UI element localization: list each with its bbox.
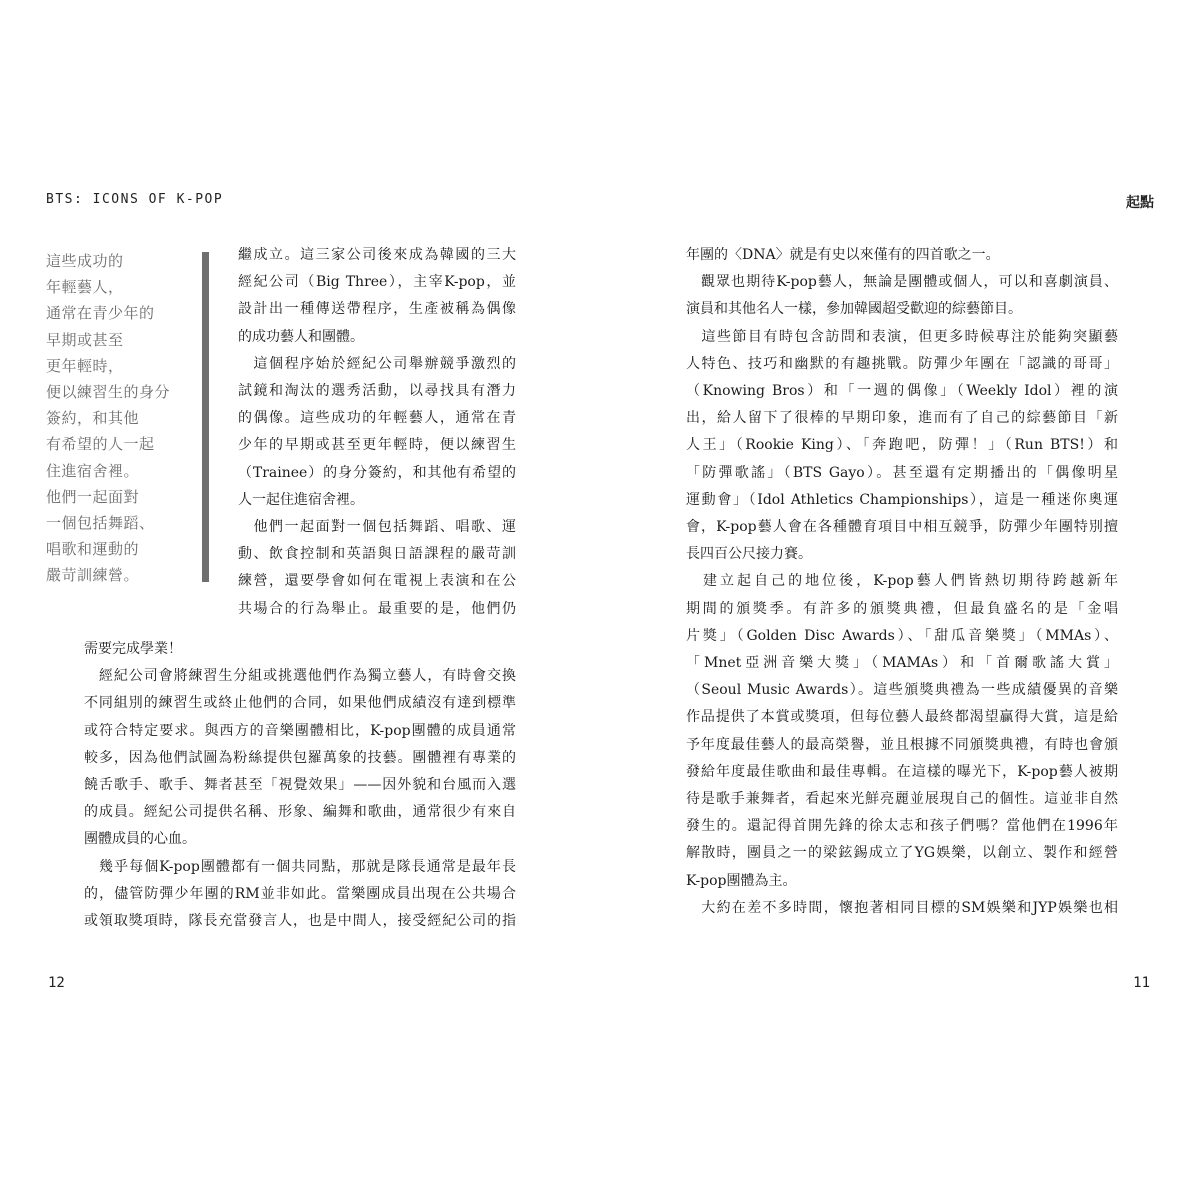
text-line: 予年度最佳藝人的最高榮譽，並且根據不同頒獎典禮，有時也會頒 bbox=[686, 736, 1118, 753]
text-line: 的成功藝人和團體。 bbox=[238, 328, 364, 345]
text-line: 片獎」（Golden Disc Awards）、「甜瓜音樂獎」（MMAs）、 bbox=[686, 627, 1118, 644]
right-page bbox=[600, 0, 1200, 1200]
text-line: 觀眾也期待K-pop藝人，無論是團體或個人，可以和喜劇演員、 bbox=[686, 274, 1118, 291]
text-line: 經紀公司會將練習生分組或挑選他們作為獨立藝人，有時會交換 bbox=[84, 668, 516, 685]
pull-quote-line: 簽約，和其他 bbox=[46, 409, 140, 428]
text-line: 期間的頒獎季。有許多的頒獎典禮，但最負盛名的是「金唱 bbox=[686, 600, 1118, 617]
text-line: 幾乎每個K-pop團體都有一個共同點，那就是隊長通常是最年長 bbox=[84, 858, 516, 875]
text-line: 的成員。經紀公司提供名稱、形象、編舞和歌曲，通常很少有來自 bbox=[84, 804, 516, 821]
text-line: 少年的早期或甚至更年輕時，便以練習生 bbox=[238, 437, 516, 454]
text-line: 發給年度最佳歌曲和最佳專輯。在這樣的曝光下，K-pop藝人被期 bbox=[686, 763, 1118, 780]
pull-quote-line: 這些成功的 bbox=[46, 252, 124, 270]
pull-quote bbox=[46, 248, 196, 589]
text-line: 共場合的行為舉止。最重要的是，他們仍 bbox=[238, 600, 516, 617]
pull-quote-line: 早期或甚至 bbox=[46, 330, 124, 349]
pull-quote-line: 年輕藝人， bbox=[46, 278, 124, 297]
running-head-left: BTS: ICONS OF K-POP bbox=[46, 192, 224, 207]
text-line: 出，給人留下了很棒的早期印象，進而有了自己的綜藝節目「新 bbox=[686, 410, 1118, 427]
pull-quote-line: 更年輕時， bbox=[46, 356, 124, 375]
text-line: 或領取獎項時，隊長充當發言人，也是中間人，接受經紀公司的指 bbox=[84, 913, 516, 930]
text-line: 繼成立。這三家公司後來成為韓國的三大 bbox=[238, 247, 516, 263]
text-line: 長四百公尺接力賽。 bbox=[686, 546, 812, 563]
pull-quote-line: 唱歌和運動的 bbox=[46, 540, 140, 559]
text-line: 的，儘管防彈少年團的RM並非如此。當樂團成員出現在公共場合 bbox=[84, 885, 516, 902]
text-line: （Trainee）的身分簽約，和其他有希望的 bbox=[238, 464, 516, 481]
text-line: 的偶像。這些成功的年輕藝人，通常在青 bbox=[238, 410, 516, 427]
text-line: 動、飲食控制和英語與日語課程的嚴苛訓 bbox=[238, 546, 516, 563]
text-line: 試鏡和淘汰的選秀活動，以尋找具有潛力 bbox=[238, 383, 516, 400]
pull-quote-line: 嚴苛訓練營。 bbox=[46, 566, 140, 585]
text-line: 待是歌手兼舞者，看起來光鮮亮麗並展現自己的個性。這並非自然 bbox=[686, 791, 1118, 808]
text-line: （Seoul Music Awards）。這些頒獎典禮為一些成績優異的音樂 bbox=[686, 682, 1118, 699]
text-line: 需要完成學業！ bbox=[84, 641, 182, 657]
text-line: 這個程序始於經紀公司舉辦競爭激烈的 bbox=[238, 355, 516, 372]
text-line: 團體成員的心血。 bbox=[84, 831, 196, 848]
text-line: 演員和其他名人一樣，參加韓國超受歡迎的綜藝節目。 bbox=[686, 301, 1022, 318]
text-line: 人王」（Rookie King）、「奔跑吧，防彈！」（Run BTS!）和 bbox=[686, 437, 1118, 454]
text-line: 大約在差不多時間，懷抱著相同目標的SM娛樂和JYP娛樂也相 bbox=[686, 899, 1118, 916]
text-line: 作品提供了本賞或獎項，但每位藝人最終都渴望贏得大賞，這是給 bbox=[686, 709, 1118, 726]
text-line: 他們一起面對一個包括舞蹈、唱歌、運 bbox=[238, 519, 516, 536]
text-line: 發生的。還記得首開先鋒的徐太志和孩子們嗎？當他們在1996年 bbox=[686, 818, 1118, 835]
text-line: 經紀公司（Big Three），主宰K-pop，並 bbox=[238, 274, 516, 291]
left-body-top bbox=[238, 242, 516, 623]
text-line: （Knowing Bros）和「一週的偶像」（Weekly Idol）裡的演 bbox=[686, 383, 1118, 400]
text-line: 或符合特定要求。與西方的音樂團體相比，K-pop團體的成員通常 bbox=[84, 722, 516, 739]
left-body-bottom bbox=[84, 636, 516, 935]
text-line: 人特色、技巧和幽默的有趣挑戰。防彈少年團在「認識的哥哥」 bbox=[686, 355, 1118, 372]
text-line: 「Mnet亞洲音樂大獎」（MAMAs）和「首爾歌謠大賞」 bbox=[686, 655, 1118, 672]
text-line: 饒舌歌手、歌手、舞者甚至「視覺效果」——因外貌和台風而入選 bbox=[84, 777, 516, 794]
pull-quote-line: 住進宿舍裡。 bbox=[46, 461, 140, 480]
text-line: 會，K-pop藝人會在各種體育項目中相互競爭，防彈少年團特別擅 bbox=[686, 519, 1118, 536]
page-number-left: 12 bbox=[48, 975, 65, 991]
text-line: 人一起住進宿舍裡。 bbox=[238, 491, 364, 508]
pull-quote-line: 一個包括舞蹈、 bbox=[46, 514, 155, 533]
text-line: 練營，還要學會如何在電視上表演和在公 bbox=[238, 573, 516, 590]
text-line: 運動會」（Idol Athletics Championships），這是一種迷你奧運 bbox=[686, 491, 1118, 508]
pull-quote-bar bbox=[202, 252, 209, 582]
text-line: 設計出一種傳送帶程序，生產被稱為偶像 bbox=[238, 301, 516, 318]
text-line: 不同組別的練習生或終止他們的合同，如果他們成績沒有達到標準 bbox=[84, 695, 516, 712]
text-line: 建立起自己的地位後，K-pop藝人們皆熱切期待跨越新年 bbox=[686, 573, 1118, 590]
text-line: 這些節目有時包含訪問和表演，但更多時候專注於能夠突顯藝 bbox=[686, 328, 1118, 345]
pull-quote-line: 有希望的人一起 bbox=[46, 435, 155, 454]
text-line: 「防彈歌謠」（BTS Gayo）。甚至還有定期播出的「偶像明星 bbox=[686, 464, 1118, 481]
pull-quote-line: 通常在青少年的 bbox=[46, 304, 155, 323]
pull-quote-line: 他們一起面對 bbox=[46, 487, 140, 506]
page-number-right: 11 bbox=[1133, 975, 1150, 991]
text-line: 年團的〈DNA〉就是有史以來僅有的四首歌之一。 bbox=[686, 247, 1000, 263]
text-line: 解散時，團員之一的梁鉉錫成立了YG娛樂，以創立、製作和經營 bbox=[686, 845, 1118, 862]
pull-quote-line: 便以練習生的身分 bbox=[46, 383, 171, 402]
text-line: K-pop團體為主。 bbox=[686, 872, 797, 889]
text-line: 較多，因為他們試圖為粉絲提供包羅萬象的技藝。團體裡有專業的 bbox=[84, 749, 516, 766]
right-body bbox=[686, 242, 1118, 922]
running-head-right: 起點 bbox=[1126, 195, 1154, 211]
